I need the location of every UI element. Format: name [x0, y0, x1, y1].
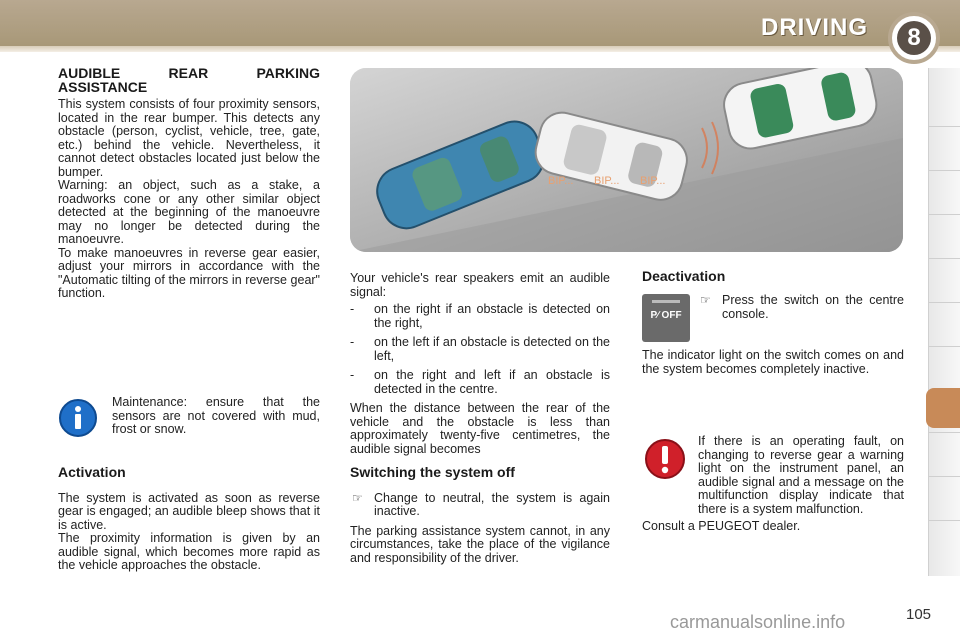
side-tab-divider: [929, 258, 960, 259]
bip-label: BIP...: [594, 175, 620, 187]
middle-column: [350, 272, 610, 456]
bullet-item: ☞ Press the switch on the centre console.: [700, 293, 904, 321]
warning-text: Warning: an object, such as a stake, a roadworks cone or any other similar object detected at the beginning of the manoeuvre may no longer be detected during the manoeuvre.: [58, 178, 320, 246]
bullet-icon: ☞: [352, 490, 363, 505]
section-title-deactivation: Deactivation: [642, 268, 726, 284]
deactivation-section: [642, 270, 904, 284]
side-tab-driving[interactable]: [926, 388, 960, 428]
bip-label: BIP...: [548, 175, 574, 187]
side-tab-divider: [929, 170, 960, 171]
bullet-icon: ☞: [700, 293, 711, 307]
fault-note: [642, 435, 904, 534]
activation-section: [58, 466, 320, 573]
side-tab-divider: [929, 346, 960, 347]
activation-text-1: The system is activated as soon as reverse gear is engaged; an audible bleep shows that it is active.: [58, 490, 320, 532]
consult-text: Consult a PEUGEOT dealer.: [642, 519, 801, 533]
fault-text: If there is an operating fault, on changing to reverse gear a warning light on the instrument panel, an audible signal and a message on the multifunction display indicate that there is a system malfunction.: [698, 434, 904, 516]
info-icon: [58, 398, 98, 443]
watermark: carmanualsonline.info: [670, 612, 846, 632]
switch-off-section: [350, 466, 610, 565]
indicator-note: [642, 349, 904, 376]
section-title-activation: Activation: [58, 464, 126, 480]
chapter-title: DRIVING: [760, 14, 868, 41]
list-item: - on the right if an obstacle is detected on the right,: [350, 302, 610, 330]
bip-label: BIP...: [640, 175, 666, 187]
left-column: [58, 67, 320, 301]
parking-illustration: [350, 68, 903, 252]
side-tab-divider: [929, 302, 960, 303]
side-tab-divider: [929, 476, 960, 477]
indicator-text: The indicator light on the switch comes on and the system becomes completely inactive.: [642, 348, 904, 376]
deactivation-bullet: [698, 294, 904, 321]
list-item: - on the right and left if an obstacle is detected in the centre.: [350, 368, 610, 396]
section-title-switch-off: Switching the system off: [350, 464, 515, 480]
header-strip: [0, 46, 960, 52]
activation-text-2: The proximity information is given by an audible signal, which becomes more rapid as the vehicle approaches the obstacle.: [58, 531, 320, 572]
bullet-item: ☞ Change to neutral, the system is again inactive.: [352, 490, 610, 518]
speakers-intro: Your vehicle's rear speakers emit an audible signal:: [350, 271, 610, 299]
list-item: - on the left if an obstacle is detected on the left,: [350, 335, 610, 363]
page-number: 105: [906, 606, 932, 623]
maintenance-note: [112, 396, 320, 437]
side-tab-divider: [929, 126, 960, 127]
side-tab-divider: [929, 432, 960, 433]
maintenance-text: Maintenance: ensure that the sensors are not covered with mud, frost or snow.: [112, 395, 320, 436]
chapter-side-tabs: [928, 68, 960, 576]
mirrors-text: To make manoeuvres in reverse gear easier, adjust your mirrors in accordance with the "Automatic tilting of the mirrors in reverse gear" function.: [58, 245, 320, 300]
distance-text: When the distance between the rear of the vehicle and the obstacle is less than approximately twenty-five centimetres, the audible signal becomes: [350, 401, 610, 456]
section-title-parking-assistance: AUDIBLE REAR PARKING ASSISTANCE: [58, 65, 320, 95]
intro-text: This system consists of four proximity sensors, located in the rear bumper. This detects any obstacle (person, cyclist, vehicle, tree, gate, etc.) behind the vehicle. Nevertheless, it cannot detect obstacles located just below the bumper.: [58, 97, 320, 179]
chapter-badge: [888, 12, 940, 64]
responsibility-text: The parking assistance system cannot, in any circumstances, take the place of the vigilance and responsibility of the driver.: [350, 523, 610, 565]
switch-icon: [642, 294, 690, 342]
side-tab-divider: [929, 520, 960, 521]
chapter-number: 8: [897, 21, 931, 55]
switch-label: P∕ OFF: [650, 310, 682, 321]
side-tab-divider: [929, 214, 960, 215]
